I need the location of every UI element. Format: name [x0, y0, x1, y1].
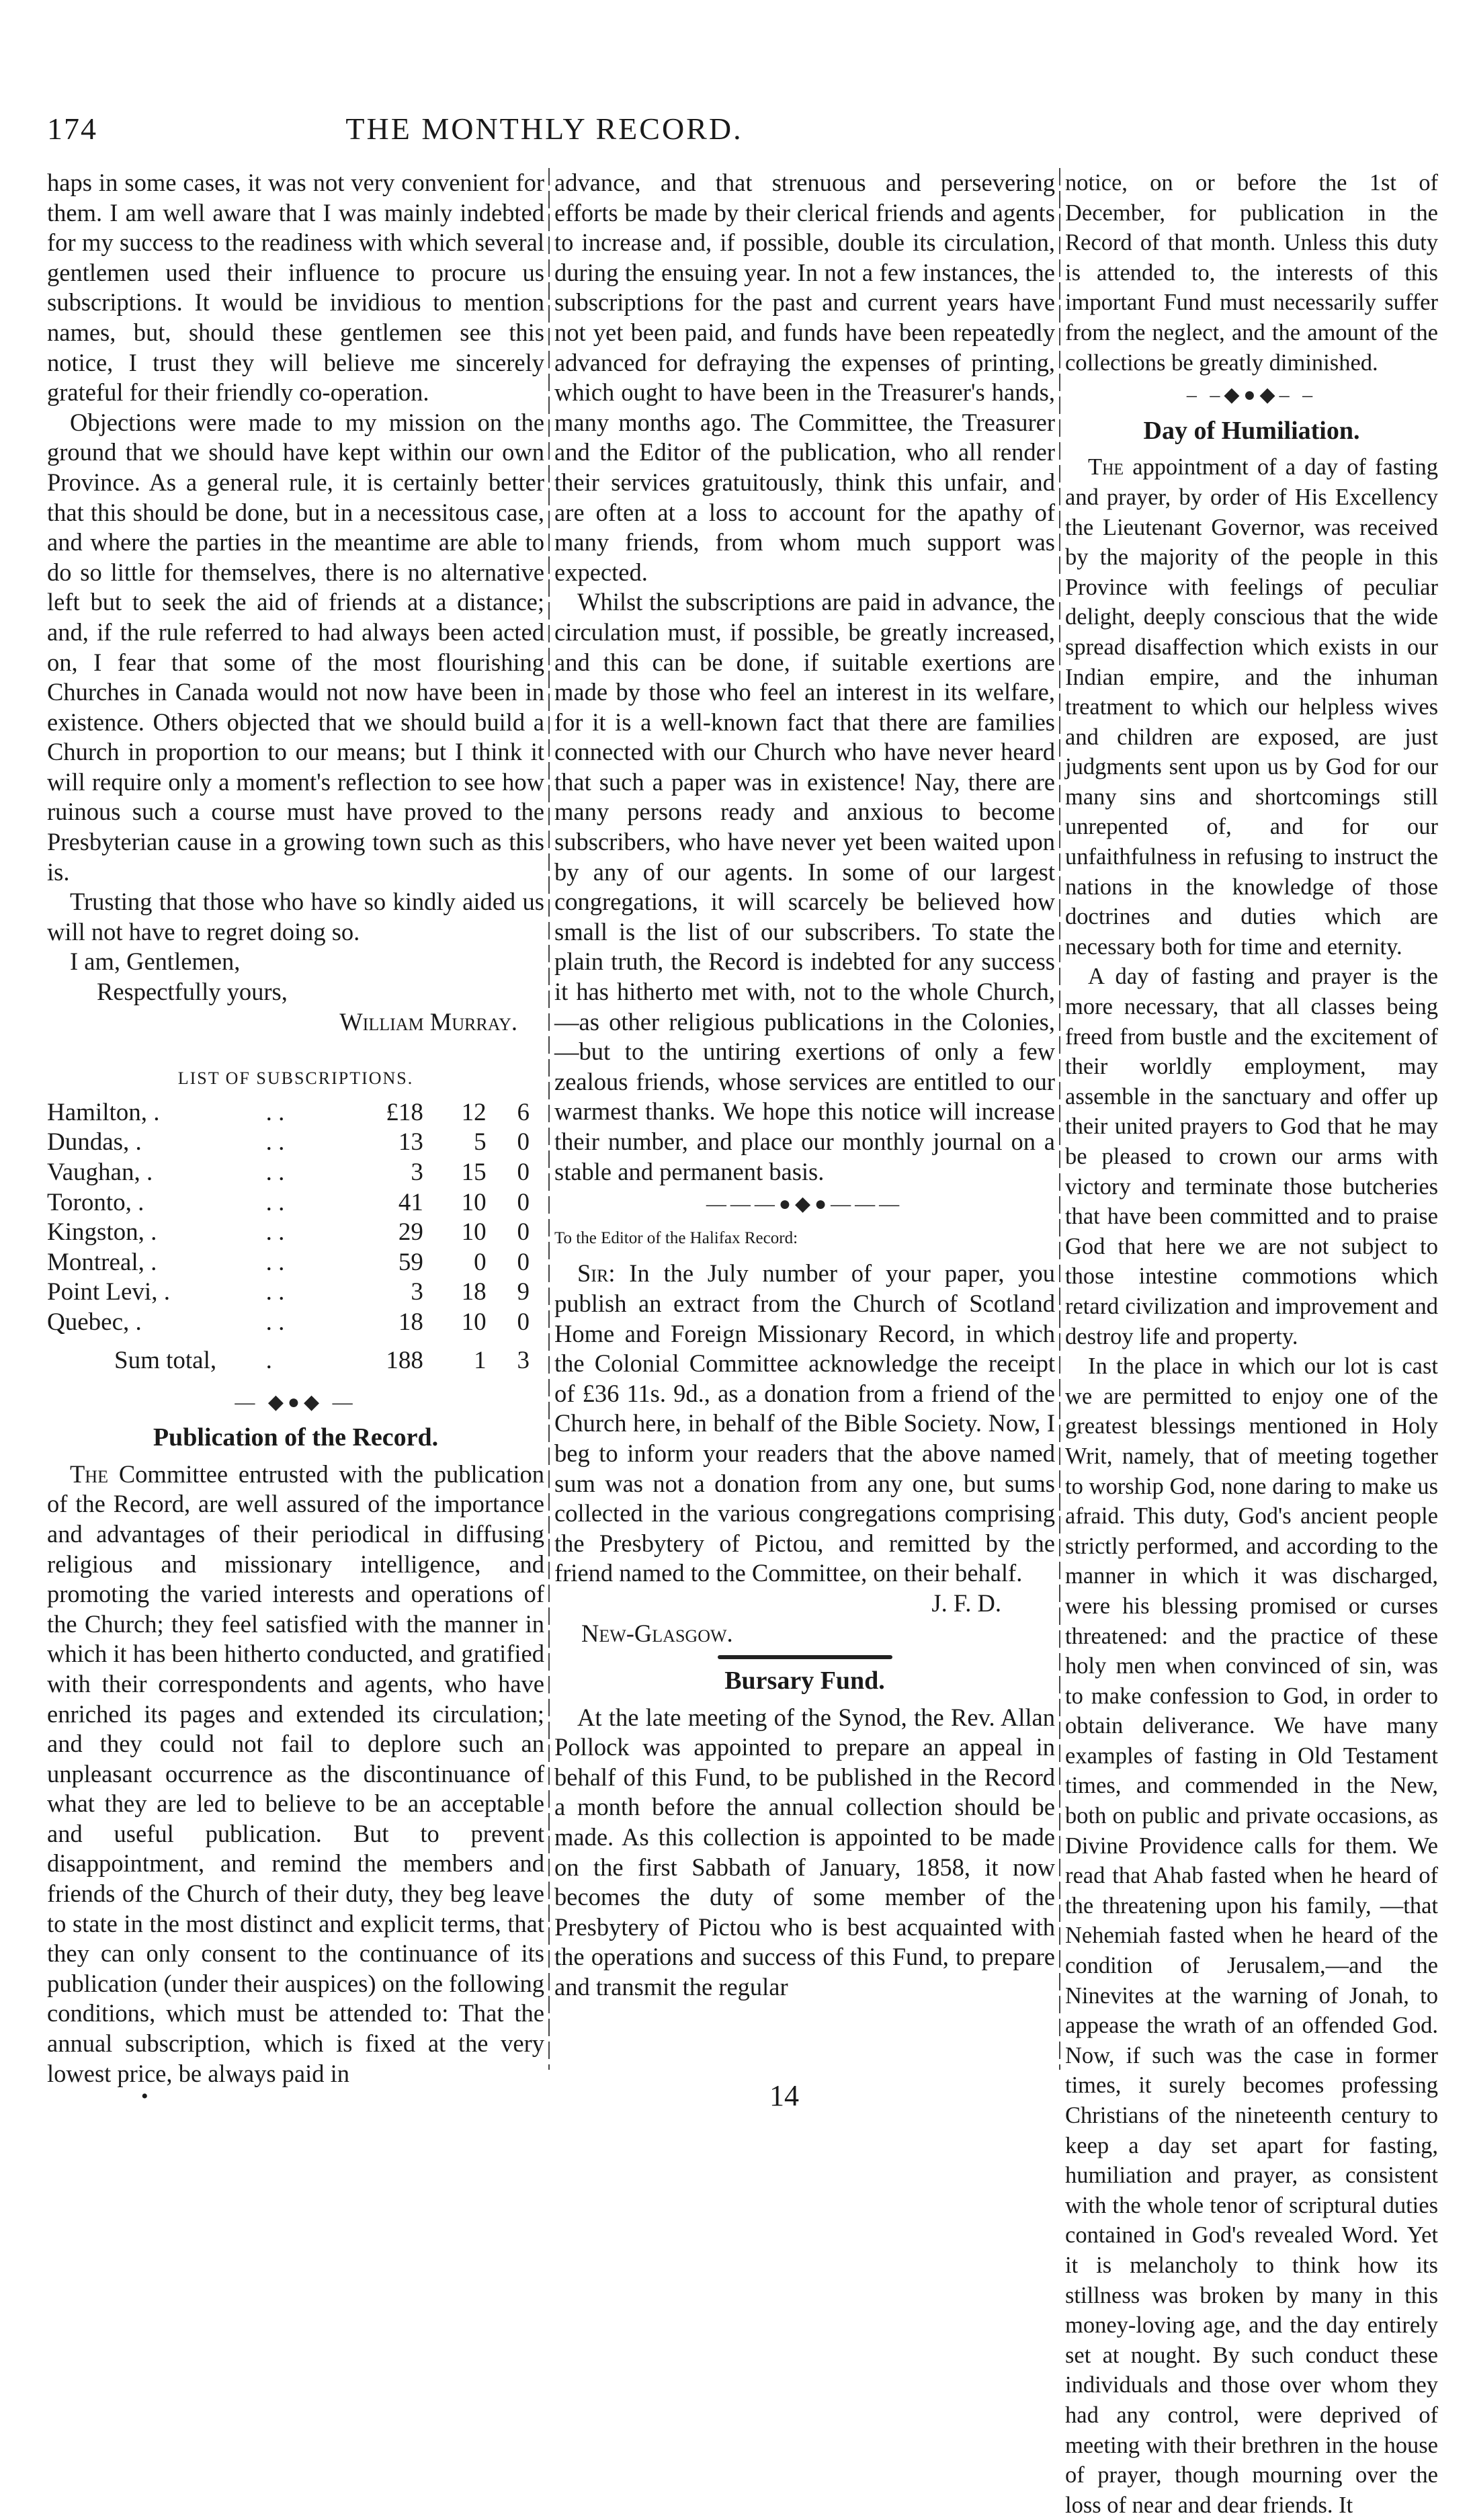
initials: J. F. D. [931, 1589, 1001, 1617]
cell-name: Dundas, . [47, 1128, 142, 1157]
cell-shillings: 12 [461, 1098, 487, 1126]
cell-pence: 9 [517, 1278, 530, 1306]
column-divider [1059, 168, 1060, 2070]
cell-pence: 0 [517, 1248, 530, 1276]
letter-heading: To the Editor of the Halifax Record: [554, 1228, 798, 1247]
paragraph: advance, and that strenuous and persevering efforts be made by their clerical friends and agents to increase and, if possible, double its circulation, during the ensuing year. In not a few instances, the subscriptions for the past and current years have not yet been paid, and funds have been repeatedly advanced for defraying the expenses of printing, which ought to have been in the Treasurer's hands, many months ago. The Committee, the Treasurer and the Editor of the publication, who all render their services gratuitously, think this unfair, and are often at a loss to account for the apathy of many friends, from whom much support was expected. [554, 169, 1055, 586]
paragraph: In the place in which our lot is cast we are permitted to enjoy one of the greatest blessings mentioned in Holy Writ, namely, that of meeting together to worship God, none daring to make us afraid. This duty, God's ancient people strictly performed, and according to the manner in which it was discharged, were his blessing promised or curses threatened: and the practice of these holy men when convinced of sin, was to make confession to God, in order to obtain deliverance. We have many examples of fasting in Old Testament times, and commended in the New, both on public and private occasions, as Divine Providence calls for them. We read that Ahab fasted when he heard of the threatening upon his family, —that Nehemiah fasted when he heard of the condition of Jerusalem,—and the Ninevites at the warning of Jonah, to appease the wrath of an offended God. Now, if such was the case in former times, it surely becomes professing Christians of the nineteenth century to keep a day set apart for fasting, humiliation and prayer, as consistent with the whole tenor of scriptural duties contained in God's revealed Word. Yet it is melancholy to think how its stillness was broken by many in this money-loving age, and the day entirely set at nought. By such conduct these individuals and those over whom they had any control, were deprived of meeting with their brethren in the house of prayer, though mourning over the loss of near and dear friends. It [1065, 1353, 1438, 2518]
signature: William Murray. [339, 1007, 517, 1036]
cell-shillings: 0 [474, 1248, 487, 1276]
cell-dots: . . [265, 1308, 285, 1336]
cell-pence: 6 [517, 1098, 530, 1126]
paragraph: haps in some cases, it was not very convenient for them. I am well aware that I was mainly indebted for my success to the readiness with which several gentlemen used their influence to procure us subscriptions. It would be invidious to mention names, but, should these gentlemen see this notice, I trust they will believe me sincerely grateful for their friendly co-operation. [47, 169, 544, 407]
cell-name: Quebec, . [47, 1308, 142, 1336]
cell-pence: 0 [517, 1159, 530, 1186]
cell-shillings: 10 [461, 1308, 487, 1336]
paragraph-text: appointment of a day of fasting and prayer, by order of His Excellency the Lieutenant Governor, was received by the majority of the people in this Province with feelings of peculiar delight, deeply conscious that the wide spread disaffection which exists in our Indian empire, and the inhuman treatment to which our helpless wives and children are exposed, are just judgments sent upon us by God for our many sins and shortcomings still unrepented of, and for our unfaithfulness in refusing to instruct the nations in the knowledge of those doctrines and duties which are necessary both for time and eternity. [1065, 454, 1438, 960]
cell-pence: 0 [517, 1128, 530, 1157]
cell-pounds: 29 [398, 1218, 423, 1247]
lead-word: The [70, 1460, 108, 1488]
place-line: New-Glasgow. [581, 1619, 733, 1647]
cell-shillings: 10 [461, 1188, 487, 1216]
cell-dots: . . [265, 1218, 285, 1247]
table-row [47, 1128, 544, 1158]
paragraph: Trusting that those who have so kindly aided us will not have to regret doing so. [47, 888, 544, 946]
subscriptions-table [47, 1098, 544, 1385]
cell-shillings: 1 [474, 1347, 487, 1375]
column-1 [47, 168, 544, 2087]
cell-pounds: 188 [386, 1347, 423, 1375]
cell-dots: . . [265, 1248, 285, 1276]
closing-line: I am, Gentlemen, [70, 948, 241, 976]
cell-dots: . . [265, 1188, 285, 1216]
section-title: Publication of the Record. [153, 1423, 439, 1452]
footer-dot: • [141, 2085, 149, 2107]
table-row [47, 1188, 544, 1218]
cell-shillings: 10 [461, 1218, 487, 1247]
cell-shillings: 5 [474, 1128, 487, 1157]
cell-pounds: 18 [398, 1308, 423, 1336]
cell-pounds: 3 [411, 1278, 423, 1306]
column-divider [548, 168, 550, 2070]
cell-pence: 3 [517, 1347, 530, 1375]
letter-closing [47, 947, 544, 1037]
table-row [47, 1308, 544, 1338]
ornament-divider: – –◆●◆– – [1186, 384, 1317, 407]
cell-name: Kingston, . [47, 1218, 157, 1247]
column-2 [554, 168, 1055, 2070]
sum-row [47, 1338, 544, 1385]
table-row [47, 1098, 544, 1128]
signature-mark: 14 [769, 2079, 799, 2112]
paragraph-text: Committee entrusted with the publication of the Record, are well assured of the importance and advantages of their periodical in diffusing religious and missionary intelligence, and promoting the varied interests and operations of the Church; they feel satisfied with the manner in which it has been hitherto conducted, and gratified with their correspondents and agents, who have enriched its pages and extended its circulation; and they could not fail to deplore such an unpleasant occurrence as the discontinuance of what they are led to believe to be an acceptable and useful publication. But to prevent disappointment, and remind the members and friends of the Church of their duty, they beg leave to state in the most distinct and explicit terms, that they can only consent to the continuance of its publication (under their auspices) on the following conditions, which must be attended to: That the annual subscription, which is fixed at the very lowest price, be always paid in [47, 1460, 544, 2087]
ornament-divider: — ◆●◆ — [235, 1390, 357, 1413]
cell-pence: 0 [517, 1308, 530, 1336]
cell-dots: . [265, 1347, 272, 1375]
cell-name: Toronto, . [47, 1188, 144, 1216]
lead-word: The [1088, 454, 1124, 480]
section-title: Bursary Fund. [724, 1667, 885, 1695]
paragraph [554, 1259, 1055, 1589]
cell-pounds: 41 [398, 1188, 423, 1216]
table-row [47, 1277, 544, 1308]
page-number: 174 [47, 112, 97, 146]
list-title: LIST OF SUBSCRIPTIONS. [177, 1068, 414, 1089]
paragraph: notice, on or before the 1st of December, for publication in the Record of that month. Unless this duty is attended to, the interests of this important Fund must necessarily suffer from the neglect, and the amount of the collections be greatly diminished. [1065, 170, 1438, 376]
table-row [47, 1248, 544, 1278]
paragraph [1065, 452, 1438, 962]
lead-word: Sir [577, 1259, 609, 1288]
cell-dots: . . [265, 1098, 285, 1126]
cell-name: Hamilton, . [47, 1098, 160, 1126]
closing-line: Respectfully yours, [97, 978, 288, 1006]
paragraph: A day of fasting and prayer is the more necessary, that all classes being freed from bustle and the excitement of their worldly employment, may assemble in the sanctuary and offer up their united prayers to God that he may be pleased to crown our arms with victory and terminate those butcheries that have been committed and to praise God that here we are not subject to those intestine commotions which retard civilization and improvement and destroy life and property. [1065, 964, 1438, 1349]
cell-name: Montreal, . [47, 1248, 157, 1276]
paragraph [47, 1460, 544, 2089]
cell-dots: . . [265, 1159, 285, 1186]
table-row [47, 1158, 544, 1188]
publication-title: THE MONTHLY RECORD. [345, 112, 743, 146]
ornament-divider [718, 1655, 892, 1659]
cell-dots: . . [265, 1128, 285, 1157]
page-header [47, 111, 1445, 158]
cell-shillings: 18 [461, 1278, 487, 1306]
cell-pounds: £18 [386, 1098, 423, 1126]
ornament-divider: ———●◆●——— [706, 1193, 904, 1216]
cell-pounds: 59 [398, 1248, 423, 1276]
cell-pence: 0 [517, 1218, 530, 1247]
paragraph: Whilst the subscriptions are paid in advance, the circulation must, if possible, be greatly increased, and this can be done, if suitable exertions are made by those who feel an interest in its welfare, for it is a well-known fact that there are families connected with our Church who have never heard that such a paper was in existence! Nay, there are many persons ready and anxious to become subscribers, who have never yet been waited upon by any of our agents. In some of our largest congregations, it will scarcely be believed how small is the list of our subscribers. To state the plain truth, the Record is indebted for any success it has hitherto met with, not to the whole Church,—as other religious publications in the Colonies,—but to the untiring exertions of only a few zealous friends, whose services are entitled to our warmest thanks. We hope this notice will increase their number, and place our monthly journal on a stable and permanent basis. [554, 588, 1055, 1185]
cell-dots: . . [265, 1278, 285, 1306]
cell-pounds: 3 [411, 1159, 423, 1186]
section-title: Day of Humiliation. [1143, 416, 1360, 445]
cell-pounds: 13 [398, 1128, 423, 1157]
table-row [47, 1218, 544, 1248]
cell-name: Vaughan, . [47, 1159, 153, 1186]
cell-pence: 0 [517, 1188, 530, 1216]
cell-name: Point Levi, . [47, 1278, 170, 1306]
cell-shillings: 15 [461, 1159, 487, 1186]
column-3 [1065, 168, 1438, 2518]
cell-name: Sum total, [114, 1347, 217, 1375]
newspaper-page [47, 0, 1445, 2518]
paragraph-text: : In the July number of your paper, you publish an extract from the Church of Scotland Home and Foreign Missionary Record, in which the Colonial Committee acknowledge the receipt of £36 11s. 9d., as a donation from a friend of the Church here, in behalf of the Bible Society. Now, I beg to inform your readers that the above named sum was not a donation from any one, but sums collected in the various congregations comprising the Presbytery of Pictou, and remitted by the friend named to the Committee, on their behalf. [554, 1259, 1055, 1587]
paragraph: Objections were made to my mission on the ground that we should have kept within our own Province. As a general rule, it is certainly better that this should be done, but in a necessitous case, and where the parties in the meantime are able to do so little for themselves, there is no alternative left but to seek the aid of friends at a distance; and, if the rule referred to had always been acted on, I fear that some of the most flourishing Churches in Canada would not now have been in existence. Others objected that we should build a Church in proportion to our means; but I think it will require only a moment's reflection to see how ruinous such a course must have proved to the Presbyterian cause in a growing town such as this is. [47, 408, 544, 886]
paragraph: At the late meeting of the Synod, the Rev. Allan Pollock was appointed to prepare an appeal in behalf of this Fund, to be published in the Record a month before the annual collection should be made. As this collection is appointed to be made on the first Sabbath of January, 1858, it now becomes the duty of some member of the Presbytery of Pictou who is best acquainted with the operations and success of this Fund, to prepare and transmit the regular [554, 1703, 1055, 2001]
